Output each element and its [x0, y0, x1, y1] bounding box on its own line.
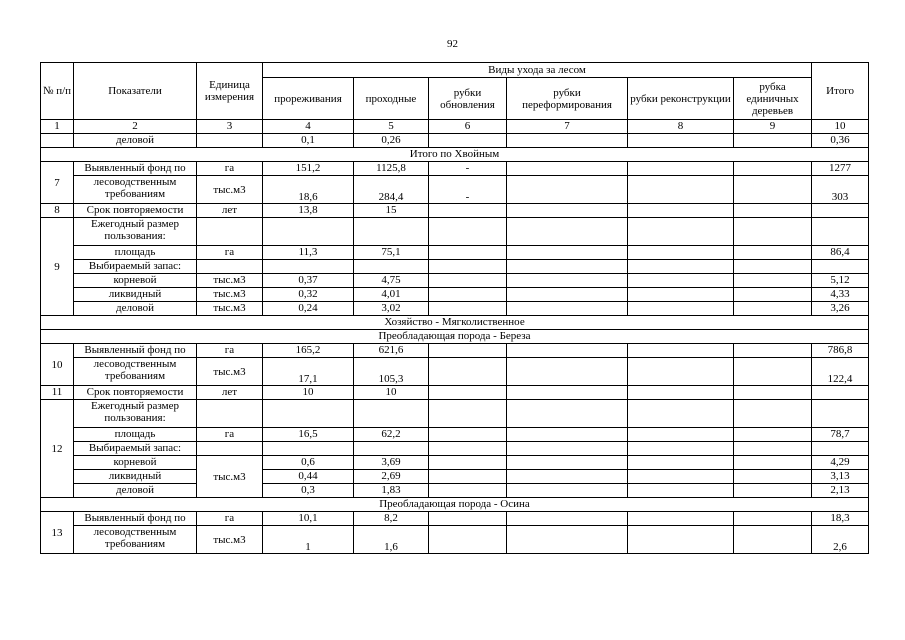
table-row — [41, 358, 869, 386]
cell: 2,69 — [354, 470, 429, 484]
row-label: Выбираемый запас: — [74, 260, 197, 274]
row-number: 11 — [41, 386, 74, 400]
cell-total: 4,33 — [812, 288, 869, 302]
section-title: Итого по Хвойным — [41, 148, 869, 162]
cell-total: 4,29 — [812, 456, 869, 470]
cell-total: 18,3 — [812, 512, 869, 526]
cell-total: 3,26 — [812, 302, 869, 316]
row-label: деловой — [74, 302, 197, 316]
cell-total: 3,13 — [812, 470, 869, 484]
row-unit: га — [197, 246, 263, 260]
row-unit: тыс.м3 — [197, 274, 263, 288]
cell-total: 303 — [812, 176, 869, 204]
cell-total: 122,4 — [812, 358, 869, 386]
row-label: корневой — [74, 274, 197, 288]
table-row — [41, 428, 869, 442]
row-label: деловой — [74, 134, 197, 148]
section-row — [41, 330, 869, 344]
cell: 13,8 — [263, 204, 354, 218]
cell: 10 — [354, 386, 429, 400]
col-number: 8 — [628, 120, 734, 134]
table-row — [41, 204, 869, 218]
header-sub: проходные — [354, 78, 429, 120]
table-row — [41, 442, 869, 456]
col-number: 3 — [197, 120, 263, 134]
section-title: Преобладающая порода - Осина — [41, 498, 869, 512]
table-row — [41, 246, 869, 260]
table-row — [41, 162, 869, 176]
cell: 621,6 — [354, 344, 429, 358]
col-number: 6 — [429, 120, 507, 134]
cell-total: 786,8 — [812, 344, 869, 358]
page-number: 92 — [447, 38, 458, 50]
cell: 1,83 — [354, 484, 429, 498]
header-indicator: Показатели — [74, 63, 197, 120]
section-row — [41, 316, 869, 330]
cell: 0,3 — [263, 484, 354, 498]
row-unit: лет — [197, 204, 263, 218]
table-row — [41, 456, 869, 470]
cell: 105,3 — [354, 358, 429, 386]
table-row — [41, 400, 869, 428]
row-unit: тыс.м3 — [197, 358, 263, 386]
row-number: 9 — [41, 218, 74, 316]
cell: 0,37 — [263, 274, 354, 288]
col-number: 5 — [354, 120, 429, 134]
row-unit: тыс.м3 — [197, 302, 263, 316]
section-row — [41, 498, 869, 512]
row-unit: лет — [197, 386, 263, 400]
row-label: лесоводственным требованиям — [74, 176, 197, 204]
col-number: 4 — [263, 120, 354, 134]
cell-total: 0,36 — [812, 134, 869, 148]
forest-care-table — [40, 62, 869, 554]
cell: 11,3 — [263, 246, 354, 260]
section-row — [41, 148, 869, 162]
row-unit: га — [197, 428, 263, 442]
cell-total: 78,7 — [812, 428, 869, 442]
cell: 18,6 — [263, 176, 354, 204]
header-num: № п/п — [41, 63, 74, 120]
col-number: 1 — [41, 120, 74, 134]
row-number: 13 — [41, 512, 74, 554]
cell-total: 5,12 — [812, 274, 869, 288]
cell: 15 — [354, 204, 429, 218]
table-row — [41, 134, 869, 148]
row-label: Выявленный фонд по — [74, 344, 197, 358]
cell: 151,2 — [263, 162, 354, 176]
row-label: ликвидный — [74, 470, 197, 484]
cell: 3,69 — [354, 456, 429, 470]
row-unit: га — [197, 344, 263, 358]
row-label: Срок повторяемости — [74, 386, 197, 400]
cell: - — [429, 162, 507, 176]
row-label: Выявленный фонд по — [74, 512, 197, 526]
cell: 0,1 — [263, 134, 354, 148]
cell: 0,44 — [263, 470, 354, 484]
cell: 0,24 — [263, 302, 354, 316]
row-label: корневой — [74, 456, 197, 470]
cell: 75,1 — [354, 246, 429, 260]
row-label: Срок повторяемости — [74, 204, 197, 218]
header-unit: Единица измерения — [197, 63, 263, 120]
row-unit: тыс.м3 — [197, 456, 263, 498]
cell: 4,75 — [354, 274, 429, 288]
cell: 16,5 — [263, 428, 354, 442]
section-title: Хозяйство - Мягколиственное — [41, 316, 869, 330]
table-row — [41, 526, 869, 554]
header-sub: рубки обновления — [429, 78, 507, 120]
row-number: 7 — [41, 162, 74, 204]
row-unit: тыс.м3 — [197, 176, 263, 204]
header-group: Виды ухода за лесом — [263, 63, 812, 78]
cell: 0,26 — [354, 134, 429, 148]
row-unit: тыс.м3 — [197, 288, 263, 302]
table-row — [41, 176, 869, 204]
cell: 3,02 — [354, 302, 429, 316]
cell-total: 2,13 — [812, 484, 869, 498]
row-unit: тыс.м3 — [197, 526, 263, 554]
col-number: 2 — [74, 120, 197, 134]
cell-total: 86,4 — [812, 246, 869, 260]
row-label: деловой — [74, 484, 197, 498]
row-number: 8 — [41, 204, 74, 218]
row-label: лесоводственным требованиям — [74, 358, 197, 386]
col-number: 10 — [812, 120, 869, 134]
col-number: 7 — [507, 120, 628, 134]
cell: 1125,8 — [354, 162, 429, 176]
table-row — [41, 470, 869, 484]
table-row — [41, 288, 869, 302]
cell: 17,1 — [263, 358, 354, 386]
cell: 165,2 — [263, 344, 354, 358]
row-label: лесоводственным требованиям — [74, 526, 197, 554]
cell: 10,1 — [263, 512, 354, 526]
cell: 284,4 — [354, 176, 429, 204]
section-title: Преобладающая порода - Береза — [41, 330, 869, 344]
cell: 4,01 — [354, 288, 429, 302]
header-sub: рубки переформирования — [507, 78, 628, 120]
cell-total: 2,6 — [812, 526, 869, 554]
header-total: Итого — [812, 63, 869, 120]
cell: 1 — [263, 526, 354, 554]
row-label: Выбираемый запас: — [74, 442, 197, 456]
header-sub: рубки реконструкции — [628, 78, 734, 120]
cell: 62,2 — [354, 428, 429, 442]
table-row — [41, 344, 869, 358]
cell-total: 1277 — [812, 162, 869, 176]
cell: - — [429, 176, 507, 204]
table-row — [41, 274, 869, 288]
row-label: Ежегодный размер пользования: — [74, 218, 197, 246]
table-row — [41, 260, 869, 274]
table-row — [41, 302, 869, 316]
row-unit: га — [197, 162, 263, 176]
cell: 0,32 — [263, 288, 354, 302]
cell: 1,6 — [354, 526, 429, 554]
table-row — [41, 218, 869, 246]
row-number: 10 — [41, 344, 74, 386]
row-label: площадь — [74, 246, 197, 260]
table-row — [41, 484, 869, 498]
header-sub: прореживания — [263, 78, 354, 120]
cell: 10 — [263, 386, 354, 400]
row-label: ликвидный — [74, 288, 197, 302]
cell: 8,2 — [354, 512, 429, 526]
table-row — [41, 512, 869, 526]
row-label: Ежегодный размер пользования: — [74, 400, 197, 428]
col-number: 9 — [734, 120, 812, 134]
row-label: Выявленный фонд по — [74, 162, 197, 176]
row-unit: га — [197, 512, 263, 526]
cell: 0,6 — [263, 456, 354, 470]
table-row — [41, 386, 869, 400]
row-label: площадь — [74, 428, 197, 442]
header-sub: рубка единичных деревьев — [734, 78, 812, 120]
row-number: 12 — [41, 400, 74, 498]
